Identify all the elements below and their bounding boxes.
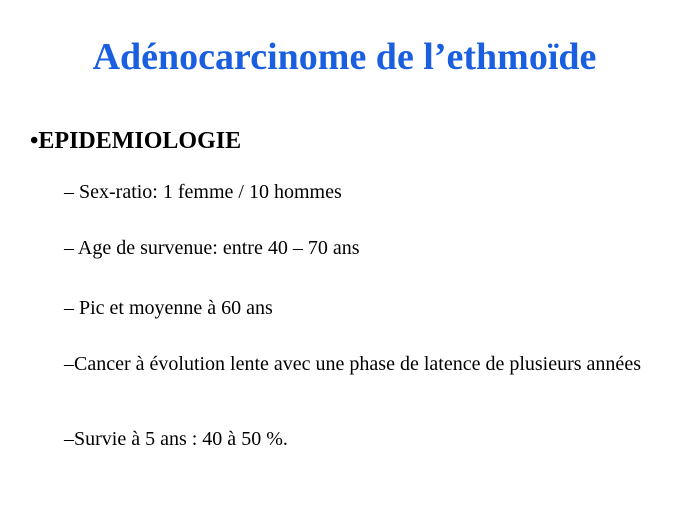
list-item-survival: –Survie à 5 ans : 40 à 50 %. <box>64 428 288 450</box>
list-item-evolution: –Cancer à évolution lente avec une phase de latence de plusieurs années <box>64 353 641 375</box>
list-item-age: – Age de survenue: entre 40 – 70 ans <box>64 237 360 259</box>
slide-title: Adénocarcinome de l’ethmoïde <box>92 36 597 78</box>
section-heading: •EPIDEMIOLOGIE <box>30 128 242 154</box>
list-item-peak: – Pic et moyenne à 60 ans <box>64 297 273 319</box>
list-item-sex-ratio: – Sex-ratio: 1 femme / 10 hommes <box>64 181 342 203</box>
